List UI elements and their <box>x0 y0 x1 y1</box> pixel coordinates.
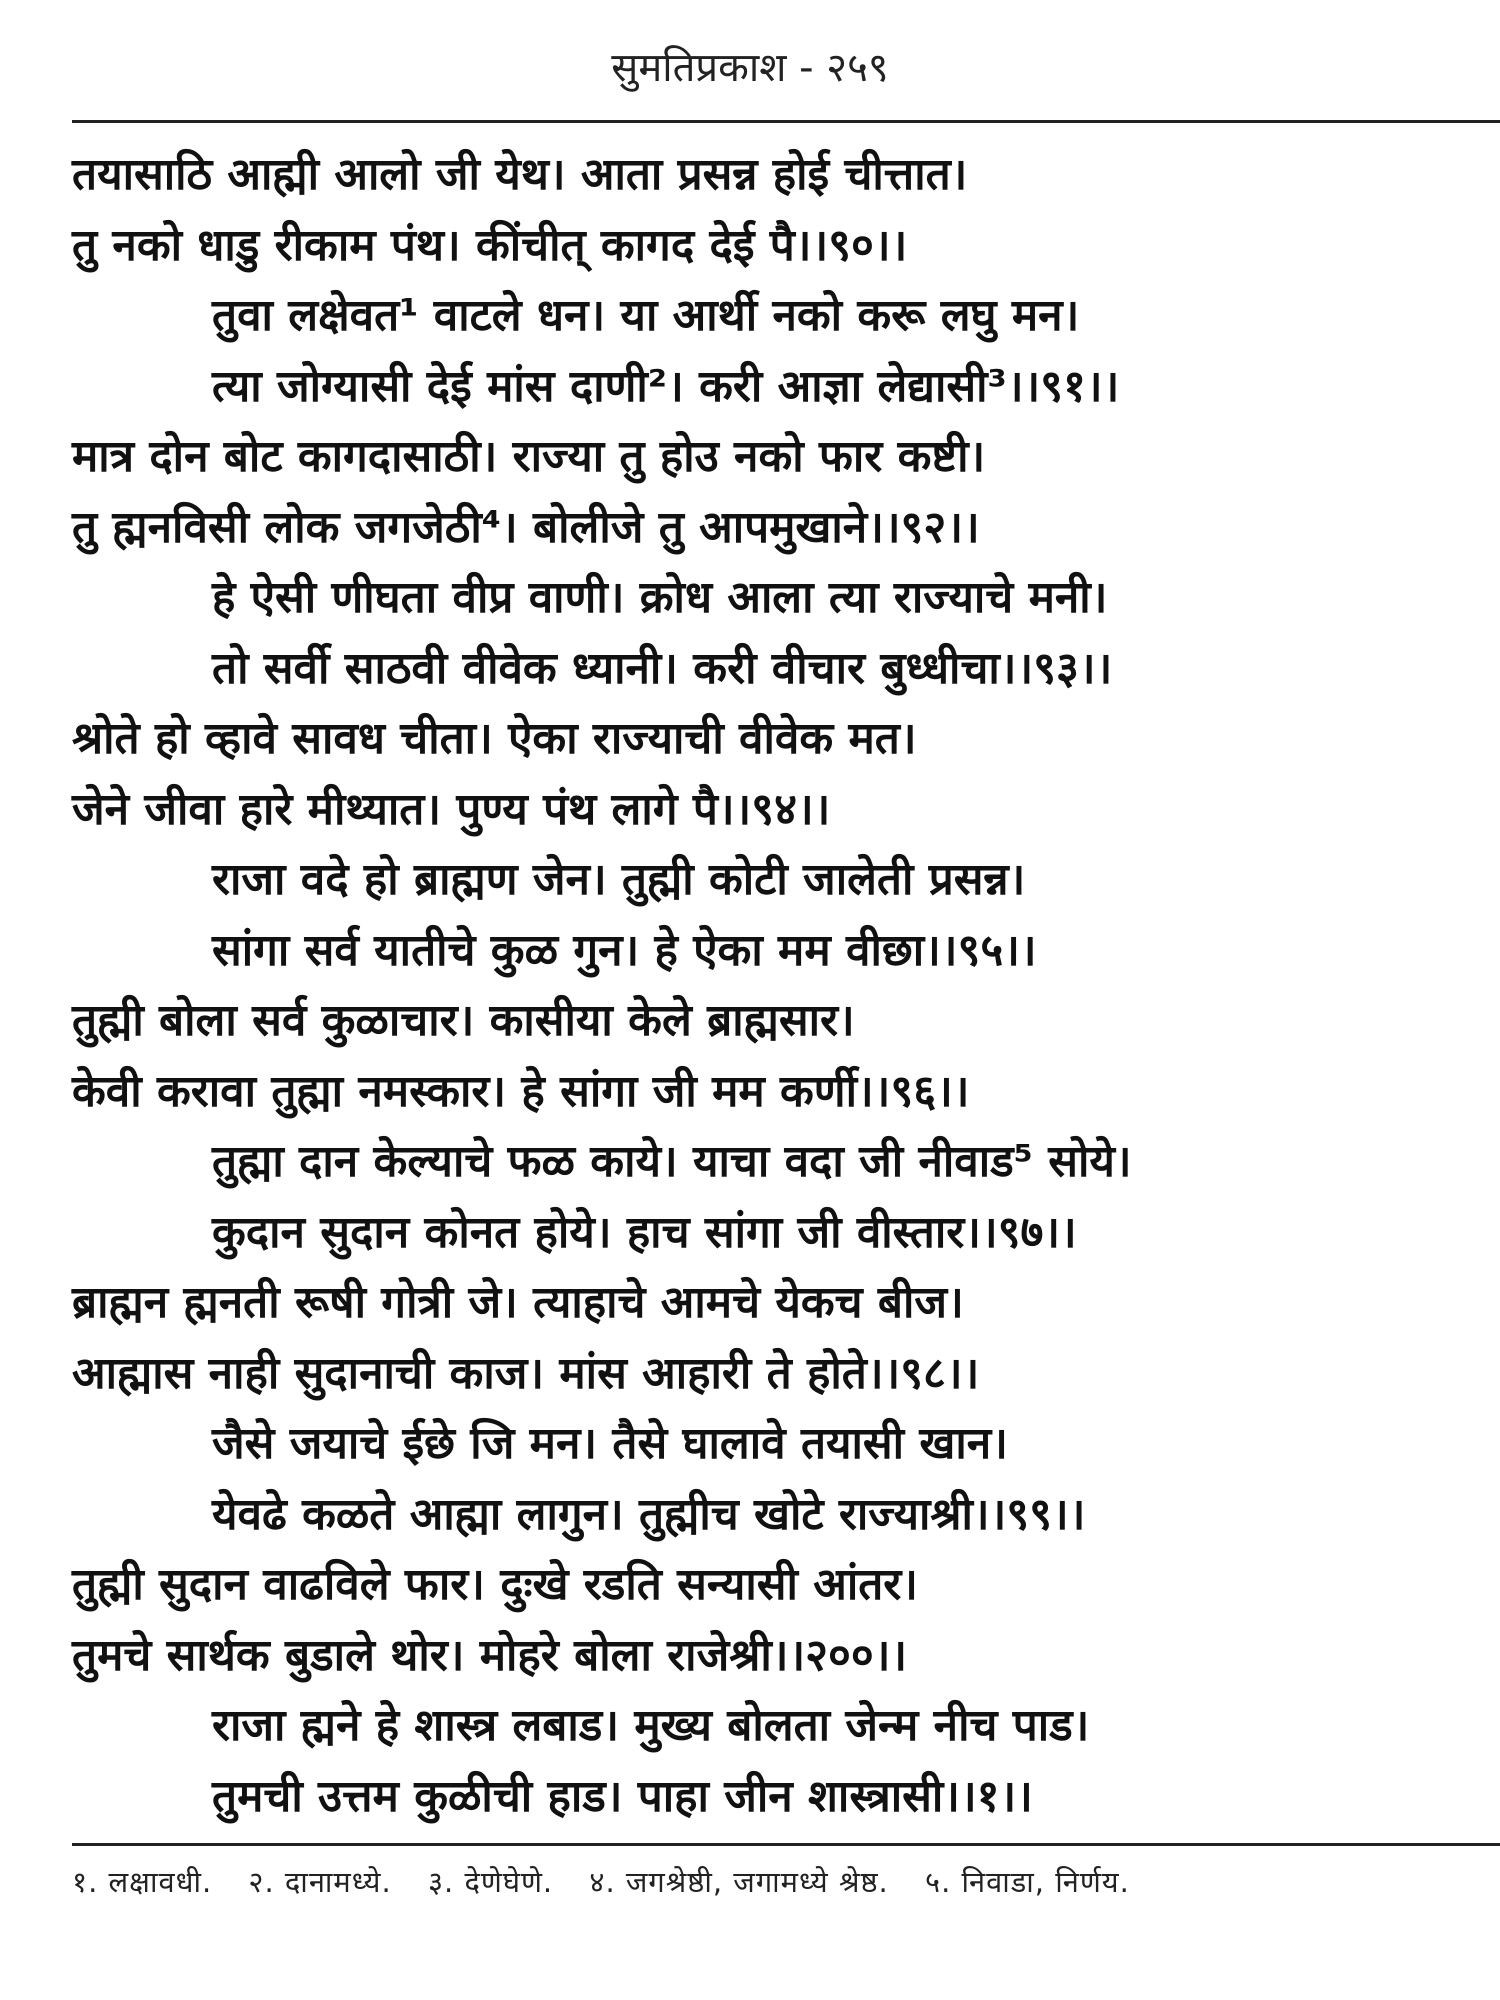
verse-line: तुह्मा दान केल्याचे फळ काये। याचा वदा जी नीवाड⁵ सोये। <box>212 1136 1132 1187</box>
verse-line: सांगा सर्व यातीचे कुळ गुन। हे ऐका मम वीछा।।९५।। <box>212 924 1037 976</box>
verse-line: मात्र दोन बोट कागदासाठी। राज्या तु होउ नको फार कष्टी। <box>72 431 986 482</box>
footnote-rule <box>72 1843 1500 1846</box>
footnote: ४. जगश्रेष्ठी, जगामध्ये श्रेष्ठ. <box>589 1865 889 1899</box>
verse-line: ब्राह्मन ह्मनती रूषी गोत्री जे। त्याहाचे आमचे येकच बीज। <box>72 1277 964 1328</box>
footnote: ५. निवाडा, निर्णय. <box>925 1865 1130 1899</box>
verse-line: आह्मास नाही सुदानाची काज। मांस आहारी ते होते।।९८।। <box>72 1347 980 1399</box>
footnote: ३. देणेघेणे. <box>427 1865 554 1899</box>
verse-line: येवढे कळते आह्मा लागुन। तुह्मीच खोटे राज्याश्री।।९९।। <box>212 1488 1086 1540</box>
page-header: सुमतिप्रकाश - २५९ <box>611 45 889 91</box>
verse-line: श्रोते हो व्हावे सावध चीता। ऐका राज्याची वीवेक मत। <box>72 713 917 764</box>
verse-line: तुवा लक्षेवत¹ वाटले धन। या आर्थी नको करू लघु मन। <box>212 290 1080 341</box>
verse-line: तु ह्मनविसी लोक जगजेठी⁴। बोलीजे तु आपमुखाने।।९२।। <box>72 501 980 553</box>
footnotes <box>72 1862 1472 1901</box>
verse-line: तु नको धाडु रीकाम पंथ। कींचीत् कागद देई पै।।९०।। <box>72 219 908 271</box>
verse-line: कुदान सुदान कोनत होये। हाच सांगा जी वीस्तार।।९७।। <box>212 1206 1077 1258</box>
verse-line: केवी करावा तुह्मा नमस्कार। हे सांगा जी मम कर्णी।।९६।। <box>72 1065 970 1117</box>
footnote: १. लक्षावधी. <box>72 1865 213 1899</box>
verse-line: त्या जोग्यासी देई मांस दाणी²। करी आज्ञा लेद्यासी³।।९१।। <box>212 360 1120 412</box>
footnote: २. दानामध्ये. <box>248 1865 392 1899</box>
verse-line: जेने जीवा हारे मीथ्यात। पुण्य पंथ लागे पै।।९४।। <box>72 783 831 835</box>
verse-line: तयासाठि आह्मी आलो जी येथ। आता प्रसन्न होई चीत्तात। <box>72 149 968 200</box>
verse-line: जैसे जयाचे ईछे जि मन। तैसे घालावे तयासी खान। <box>212 1418 1008 1469</box>
verse-line: तुह्मी सुदान वाढविले फार। दुःखे रडति सन्यासी आंतर। <box>72 1559 918 1610</box>
verse-line: तुह्मी बोला सर्व कुळाचार। कासीया केले ब्राह्मसार। <box>72 995 855 1046</box>
verse-line: तुमचे सार्थक बुडाले थोर। मोहरे बोला राजेश्री।।२००।। <box>72 1629 908 1681</box>
verse-line: हे ऐसी णीघता वीप्र वाणी। क्रोध आला त्या राज्याचे मनी। <box>212 572 1108 623</box>
verse-line: तो सर्वी साठवी वीवेक ध्यानी। करी वीचार बुध्धीचा।।९३।। <box>212 642 1113 694</box>
verse-block <box>72 140 1472 1832</box>
verse-line: तुमची उत्तम कुळीची हाड। पाहा जीन शास्त्रासी।।१।। <box>212 1770 1033 1822</box>
verse-line: राजा वदे हो ब्राह्मण जेन। तुह्मी कोटी जालेती प्रसन्न। <box>212 854 1026 905</box>
verse-line: राजा ह्मने हे शास्त्र लबाड। मुख्य बोलता जेन्म नीच पाड। <box>212 1700 1090 1751</box>
header-rule <box>72 120 1500 123</box>
